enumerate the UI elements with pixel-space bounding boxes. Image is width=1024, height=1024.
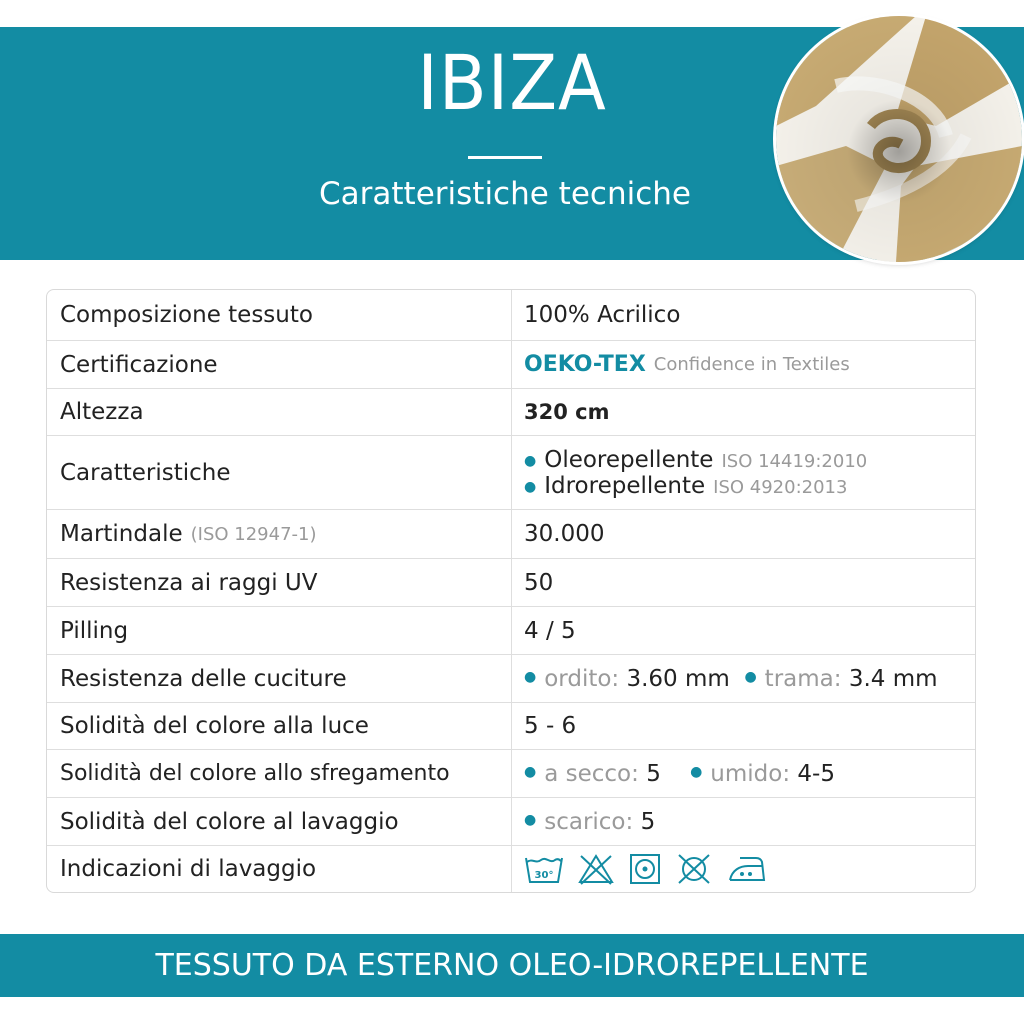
row-value [512, 798, 975, 845]
warp-value: 3.60 mm [626, 665, 730, 692]
row-label [47, 510, 512, 558]
wet-value: 4-5 [797, 760, 835, 787]
dry-value: 5 [646, 760, 661, 787]
row-label: Certificazione [47, 341, 512, 388]
bullet-icon: ● [524, 811, 537, 828]
table-row [47, 290, 975, 340]
discharge-value: 5 [640, 808, 656, 835]
bullet-icon: ● [524, 478, 537, 495]
fabric-swatch-image [776, 16, 1022, 262]
feature-item [524, 473, 867, 499]
row-label: Altezza [47, 389, 512, 435]
row-label: Solidità del colore alla luce [47, 703, 512, 749]
discharge-label: scarico: [544, 808, 634, 835]
footer-text: TESSUTO DA ESTERNO OLEO-IDROREPELLENTE [155, 948, 869, 983]
page-subtitle: Caratteristiche tecniche [319, 176, 691, 212]
row-label: Solidità del colore allo sfregamento [47, 750, 512, 797]
row-value [512, 389, 975, 435]
row-label: Pilling [47, 607, 512, 654]
warp-label: ordito: [544, 665, 620, 692]
table-row [47, 797, 975, 845]
row-value: 100% Acrilico [524, 302, 681, 328]
row-label: Indicazioni di lavaggio [47, 846, 512, 892]
row-label: Resistenza delle cuciture [47, 655, 512, 702]
table-row [47, 749, 975, 797]
row-value [512, 341, 975, 388]
feature-standard: ISO 4920:2013 [713, 476, 848, 498]
oeko-tex-logo: OEKO-TEX [524, 352, 646, 377]
table-row [47, 702, 975, 749]
row-value [512, 846, 975, 892]
row-label: Composizione tessuto [47, 290, 512, 340]
row-value [512, 750, 975, 797]
table-row [47, 340, 975, 388]
row-value: 50 [524, 569, 554, 596]
iron-medium-icon [726, 852, 768, 886]
feature-item [524, 447, 867, 473]
row-value: 30.000 [524, 521, 605, 547]
weft-label: trama: [764, 665, 842, 692]
title-divider [468, 156, 542, 159]
table-row [47, 558, 975, 606]
table-row [47, 845, 975, 892]
tumble-dry-icon [628, 852, 662, 886]
wash-temperature: 30° [534, 870, 554, 881]
wash-30-icon [524, 852, 564, 886]
no-dry-clean-icon [675, 852, 713, 886]
table-row [47, 509, 975, 558]
page-title: IBIZA [417, 38, 607, 127]
table-row [47, 388, 975, 435]
table-row [47, 435, 975, 509]
row-value: 4 / 5 [524, 617, 576, 644]
row-value [512, 655, 975, 702]
dry-label: a secco: [544, 760, 639, 787]
table-row [47, 606, 975, 654]
bullet-icon: ● [524, 452, 537, 469]
care-icons [524, 852, 768, 886]
no-bleach-icon [577, 852, 615, 886]
feature-standard: ISO 14419:2010 [721, 450, 868, 472]
feature-name: Oleorepellente [544, 446, 714, 473]
oeko-tex-tagline: Confidence in Textiles [653, 354, 850, 375]
row-value [512, 436, 975, 509]
feature-name: Idrorepellente [544, 472, 706, 499]
specs-table [46, 289, 976, 893]
weft-value: 3.4 mm [848, 665, 938, 692]
wet-label: umido: [710, 760, 791, 787]
bullet-icon: ● [744, 668, 757, 685]
footer-banner [0, 934, 1024, 997]
row-label: Caratteristiche [47, 436, 512, 509]
height-value: 320 cm [524, 400, 610, 424]
bullet-icon: ● [524, 668, 537, 685]
martindale-standard: (ISO 12947-1) [190, 523, 317, 545]
row-label: Resistenza ai raggi UV [47, 559, 512, 606]
row-label: Solidità del colore al lavaggio [47, 798, 512, 845]
martindale-label: Martindale [60, 521, 183, 547]
bullet-icon: ● [524, 763, 537, 780]
row-value: 5 - 6 [524, 713, 577, 739]
bullet-icon: ● [690, 763, 703, 780]
table-row [47, 654, 975, 702]
